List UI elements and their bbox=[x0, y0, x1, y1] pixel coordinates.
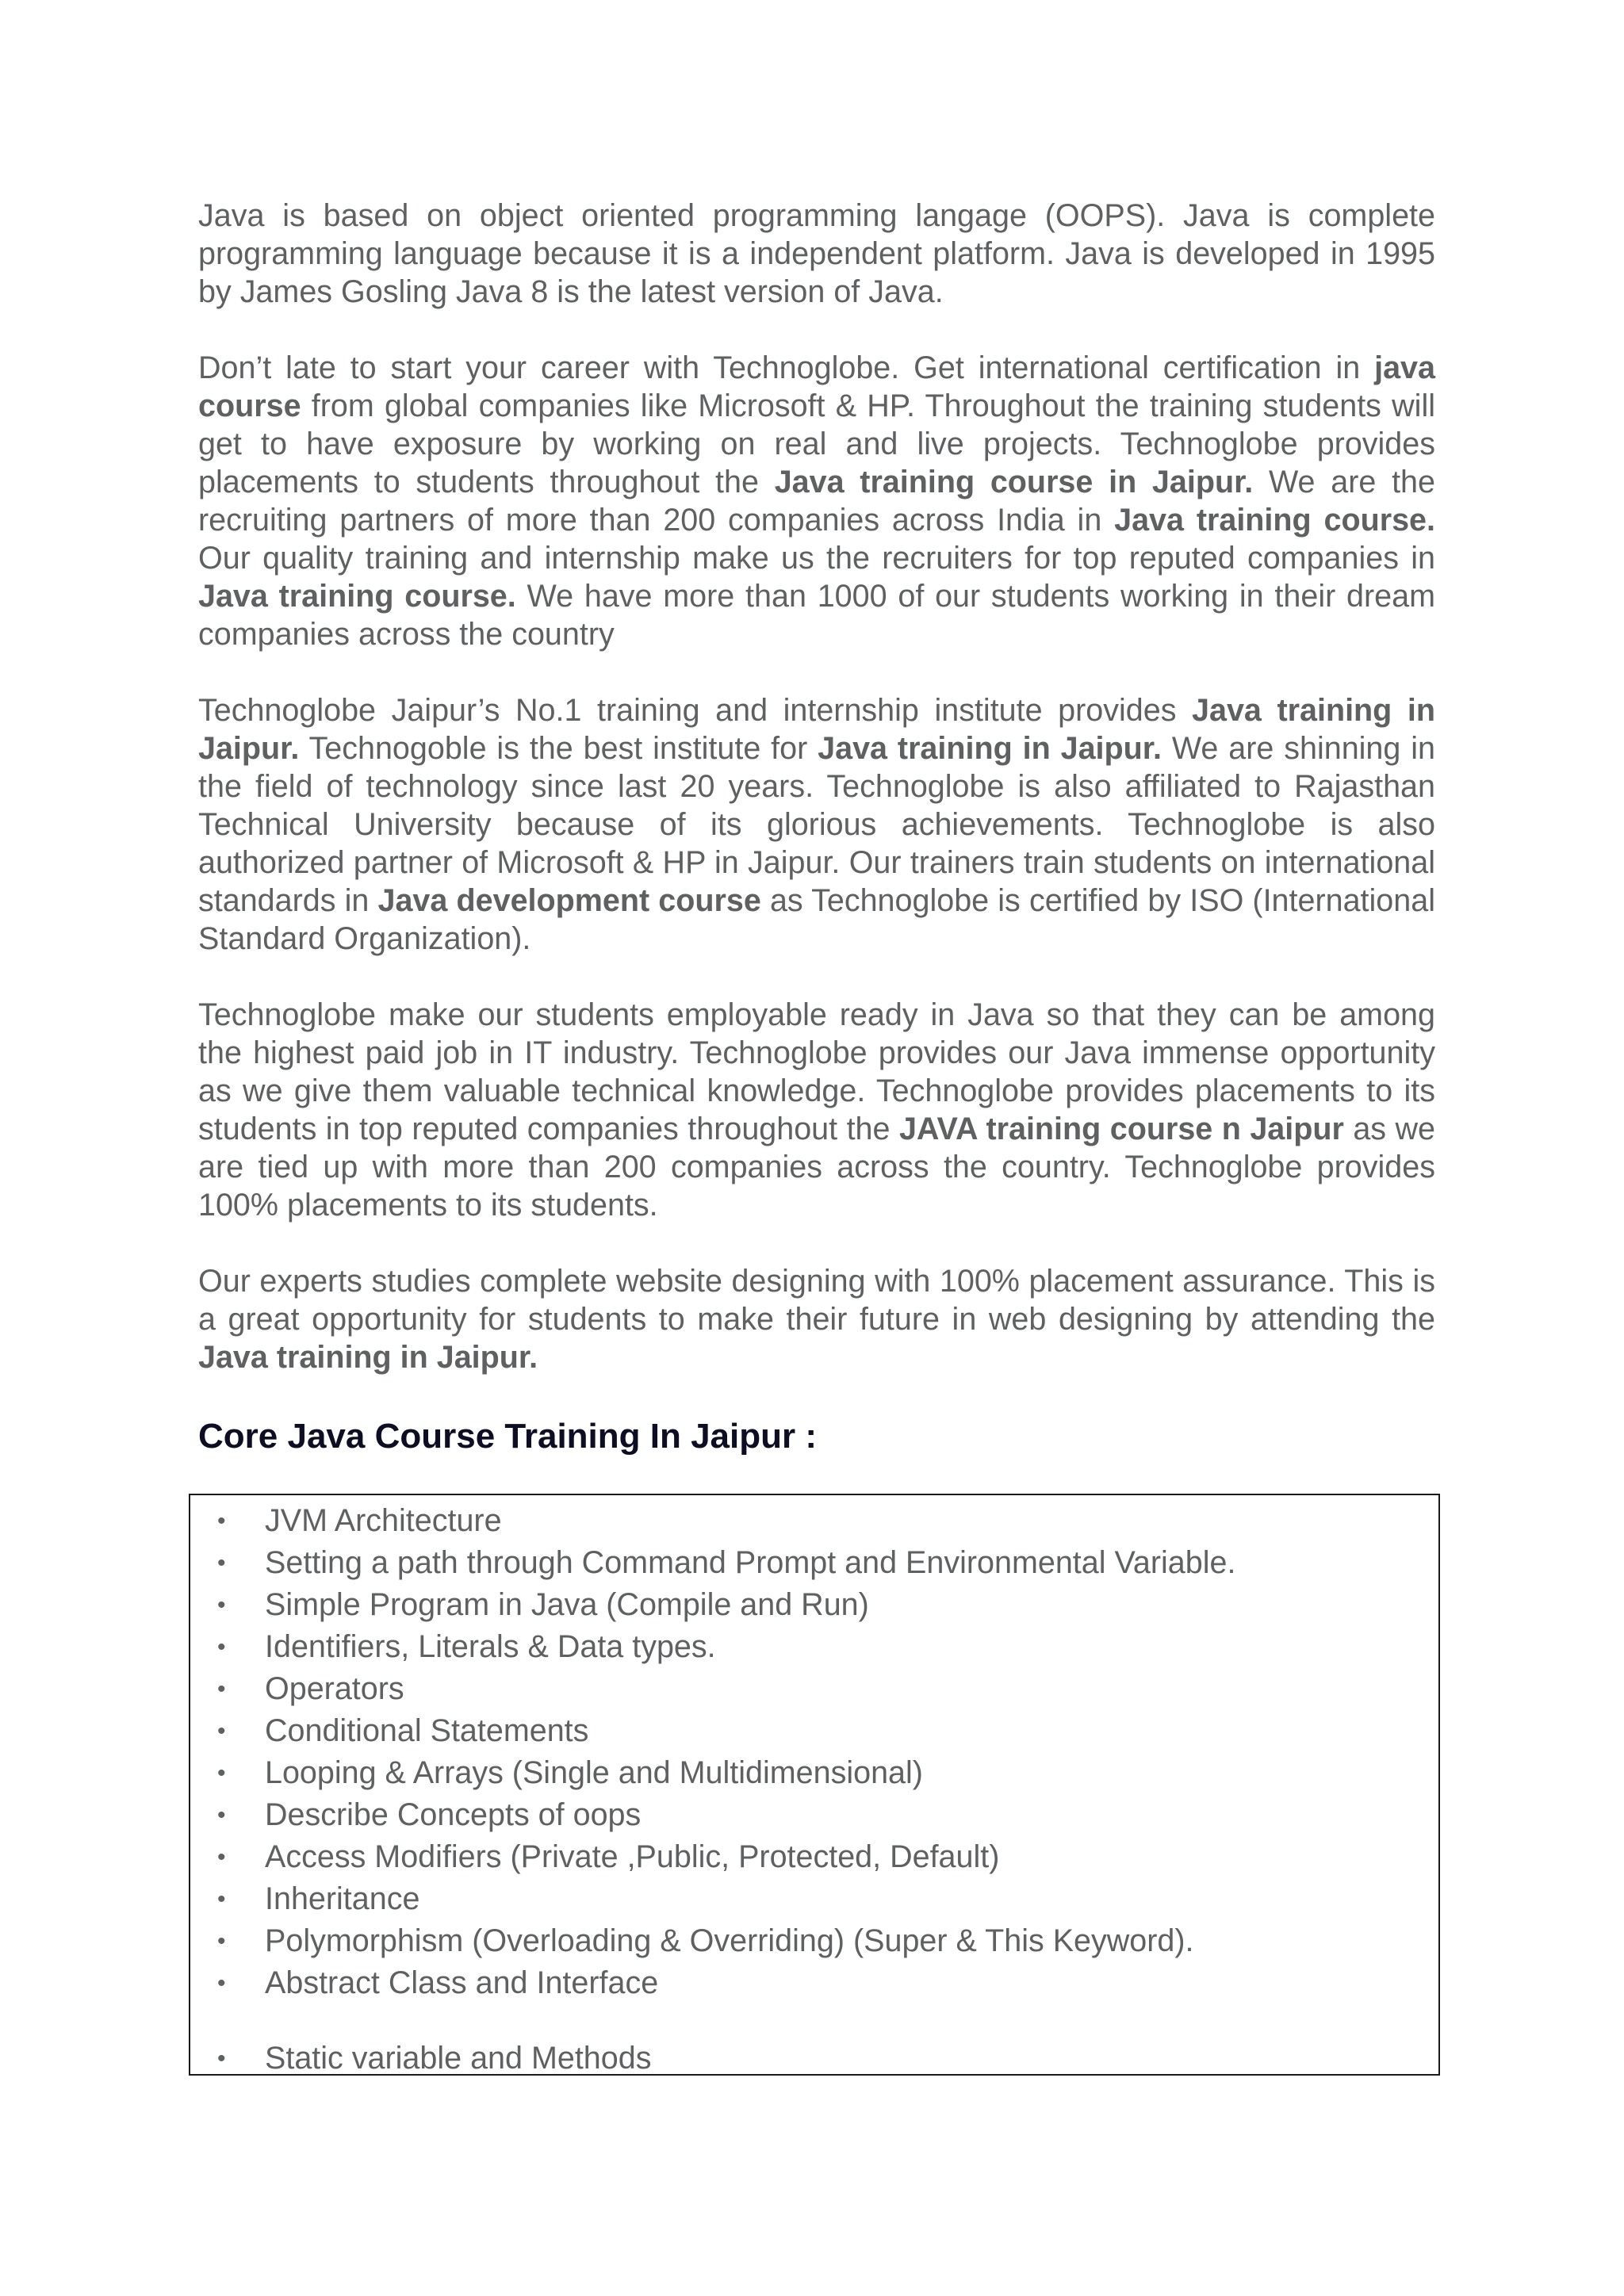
bullet-icon: • bbox=[217, 1970, 226, 1996]
text-segment: as we are tied up with more than 200 companies across the country. Technoglobe provides 100% placements to its students. bbox=[198, 1112, 1436, 1223]
list-item bbox=[217, 1542, 1407, 1584]
list-item bbox=[217, 1710, 1407, 1752]
paragraphs bbox=[198, 197, 1435, 1376]
text-segment: We are shinning in the field of technology since last 20 years. Technoglobe is also affiliated to Rajasthan Technical University because of its glorious achievements. Technoglobe is also authorized partner of Microsoft & HP in Jaipur. Our trainers train students on international standards in bbox=[198, 731, 1435, 918]
text-segment: Our quality training and internship make us the recruiters for top reputed companies in bbox=[198, 541, 1435, 576]
paragraph bbox=[198, 996, 1435, 1224]
list-item-label: Inheritance bbox=[265, 1881, 420, 1916]
text-segment: We are the recruiting partners of more than 200 companies across India in bbox=[198, 465, 1435, 538]
bullet-icon: • bbox=[217, 1760, 226, 1786]
course-list-box bbox=[189, 1494, 1440, 2076]
bold-text: Java training in Jaipur. bbox=[818, 731, 1162, 766]
list-item-label: Abstract Class and Interface bbox=[265, 1965, 659, 2000]
list-item bbox=[217, 1668, 1407, 1710]
list-item bbox=[217, 1794, 1407, 1836]
list-item-label: Access Modifiers (Private ,Public, Protected, Default) bbox=[265, 1839, 1000, 1874]
bold-text: Java training course in Jaipur. bbox=[774, 465, 1254, 499]
list-item-label: Simple Program in Java (Compile and Run) bbox=[265, 1587, 869, 1622]
paragraph bbox=[198, 691, 1435, 958]
list-item-label: Polymorphism (Overloading & Overriding) (Super & This Keyword). bbox=[265, 1923, 1194, 1958]
text-segment: from global companies like Microsoft & HP. Throughout the training students will get to have exposure by working on real and live projects. Technoglobe provides placements to students throughout the bbox=[198, 388, 1435, 499]
list-item bbox=[217, 1626, 1407, 1668]
text-segment: Technoglobe Jaipur’s No.1 training and internship institute provides bbox=[198, 693, 1193, 728]
bullet-icon: • bbox=[217, 1718, 226, 1744]
course-list bbox=[217, 1500, 1407, 2080]
text-segment: We have more than 1000 of our students working in their dream companies across the country bbox=[198, 579, 1436, 652]
list-item bbox=[217, 1878, 1407, 1920]
bold-text: Java training course. bbox=[1114, 503, 1435, 538]
bullet-icon: • bbox=[217, 1886, 226, 1912]
text-segment: Technoglobe make our students employable ready in Java so that they can be among the highest paid job in IT industry. Technoglobe provides our Java immense opportunity as we give them valuable technical knowledge. Technoglobe provides placements to its students in top reputed companies throughout the bbox=[198, 997, 1435, 1146]
text-segment: Java is based on object oriented programming langage (OOPS). Java is complete programming language because it is a independent platform. Java is developed in 1995 by James Gosling Java 8 is the latest version of Java. bbox=[198, 198, 1435, 309]
list-item-label: Conditional Statements bbox=[265, 1713, 589, 1748]
paragraph bbox=[198, 349, 1435, 653]
document-body bbox=[198, 197, 1435, 1490]
text-segment: Technogoble is the best institute for bbox=[299, 731, 818, 766]
bullet-icon: • bbox=[217, 1802, 226, 1828]
paragraph bbox=[198, 1262, 1435, 1376]
bullet-icon: • bbox=[217, 1844, 226, 1870]
bold-text: JAVA training course n Jaipur bbox=[898, 1112, 1344, 1146]
bullet-icon: • bbox=[217, 1634, 226, 1660]
bullet-icon: • bbox=[217, 1928, 226, 1954]
list-item-label: Identifiers, Literals & Data types. bbox=[265, 1629, 716, 1664]
text-segment: Our experts studies complete website designing with 100% placement assurance. This is a great opportunity for students to make their future in web designing by attending the bbox=[198, 1264, 1435, 1337]
list-item-label: Static variable and Methods bbox=[265, 2041, 652, 2076]
bullet-icon: • bbox=[217, 1550, 226, 1576]
list-item bbox=[217, 1500, 1407, 1542]
list-item-label: JVM Architecture bbox=[265, 1503, 502, 1538]
list-item bbox=[217, 1962, 1407, 2004]
bold-text: java course bbox=[198, 350, 1435, 423]
list-item bbox=[217, 1920, 1407, 1962]
bold-text: Java training in Jaipur. bbox=[198, 1340, 538, 1375]
text-segment: as Technoglobe is certified by ISO (International Standard Organization). bbox=[198, 883, 1435, 956]
list-item-label: Operators bbox=[265, 1671, 404, 1706]
list-item-label: Describe Concepts of oops bbox=[265, 1797, 642, 1832]
bullet-icon: • bbox=[217, 2045, 226, 2072]
list-item bbox=[217, 2038, 1407, 2080]
bold-text: Java training course. bbox=[198, 579, 516, 614]
paragraph bbox=[198, 197, 1435, 311]
bullet-icon: • bbox=[217, 1676, 226, 1702]
bullet-icon: • bbox=[217, 1592, 226, 1618]
list-item bbox=[217, 1836, 1407, 1878]
list-item-label: Looping & Arrays (Single and Multidimensional) bbox=[265, 1755, 923, 1790]
text-segment: Don’t late to start your career with Technoglobe. Get international certification in bbox=[198, 350, 1375, 385]
list-item bbox=[217, 1752, 1407, 1794]
bullet-icon: • bbox=[217, 1508, 226, 1534]
list-item bbox=[217, 1584, 1407, 1626]
bold-text: Java training in Jaipur. bbox=[198, 693, 1435, 766]
course-heading: Core Java Course Training In Jaipur : bbox=[198, 1417, 817, 1456]
list-item-label: Setting a path through Command Prompt and Environmental Variable. bbox=[265, 1545, 1236, 1580]
bold-text: Java development course bbox=[377, 883, 761, 918]
